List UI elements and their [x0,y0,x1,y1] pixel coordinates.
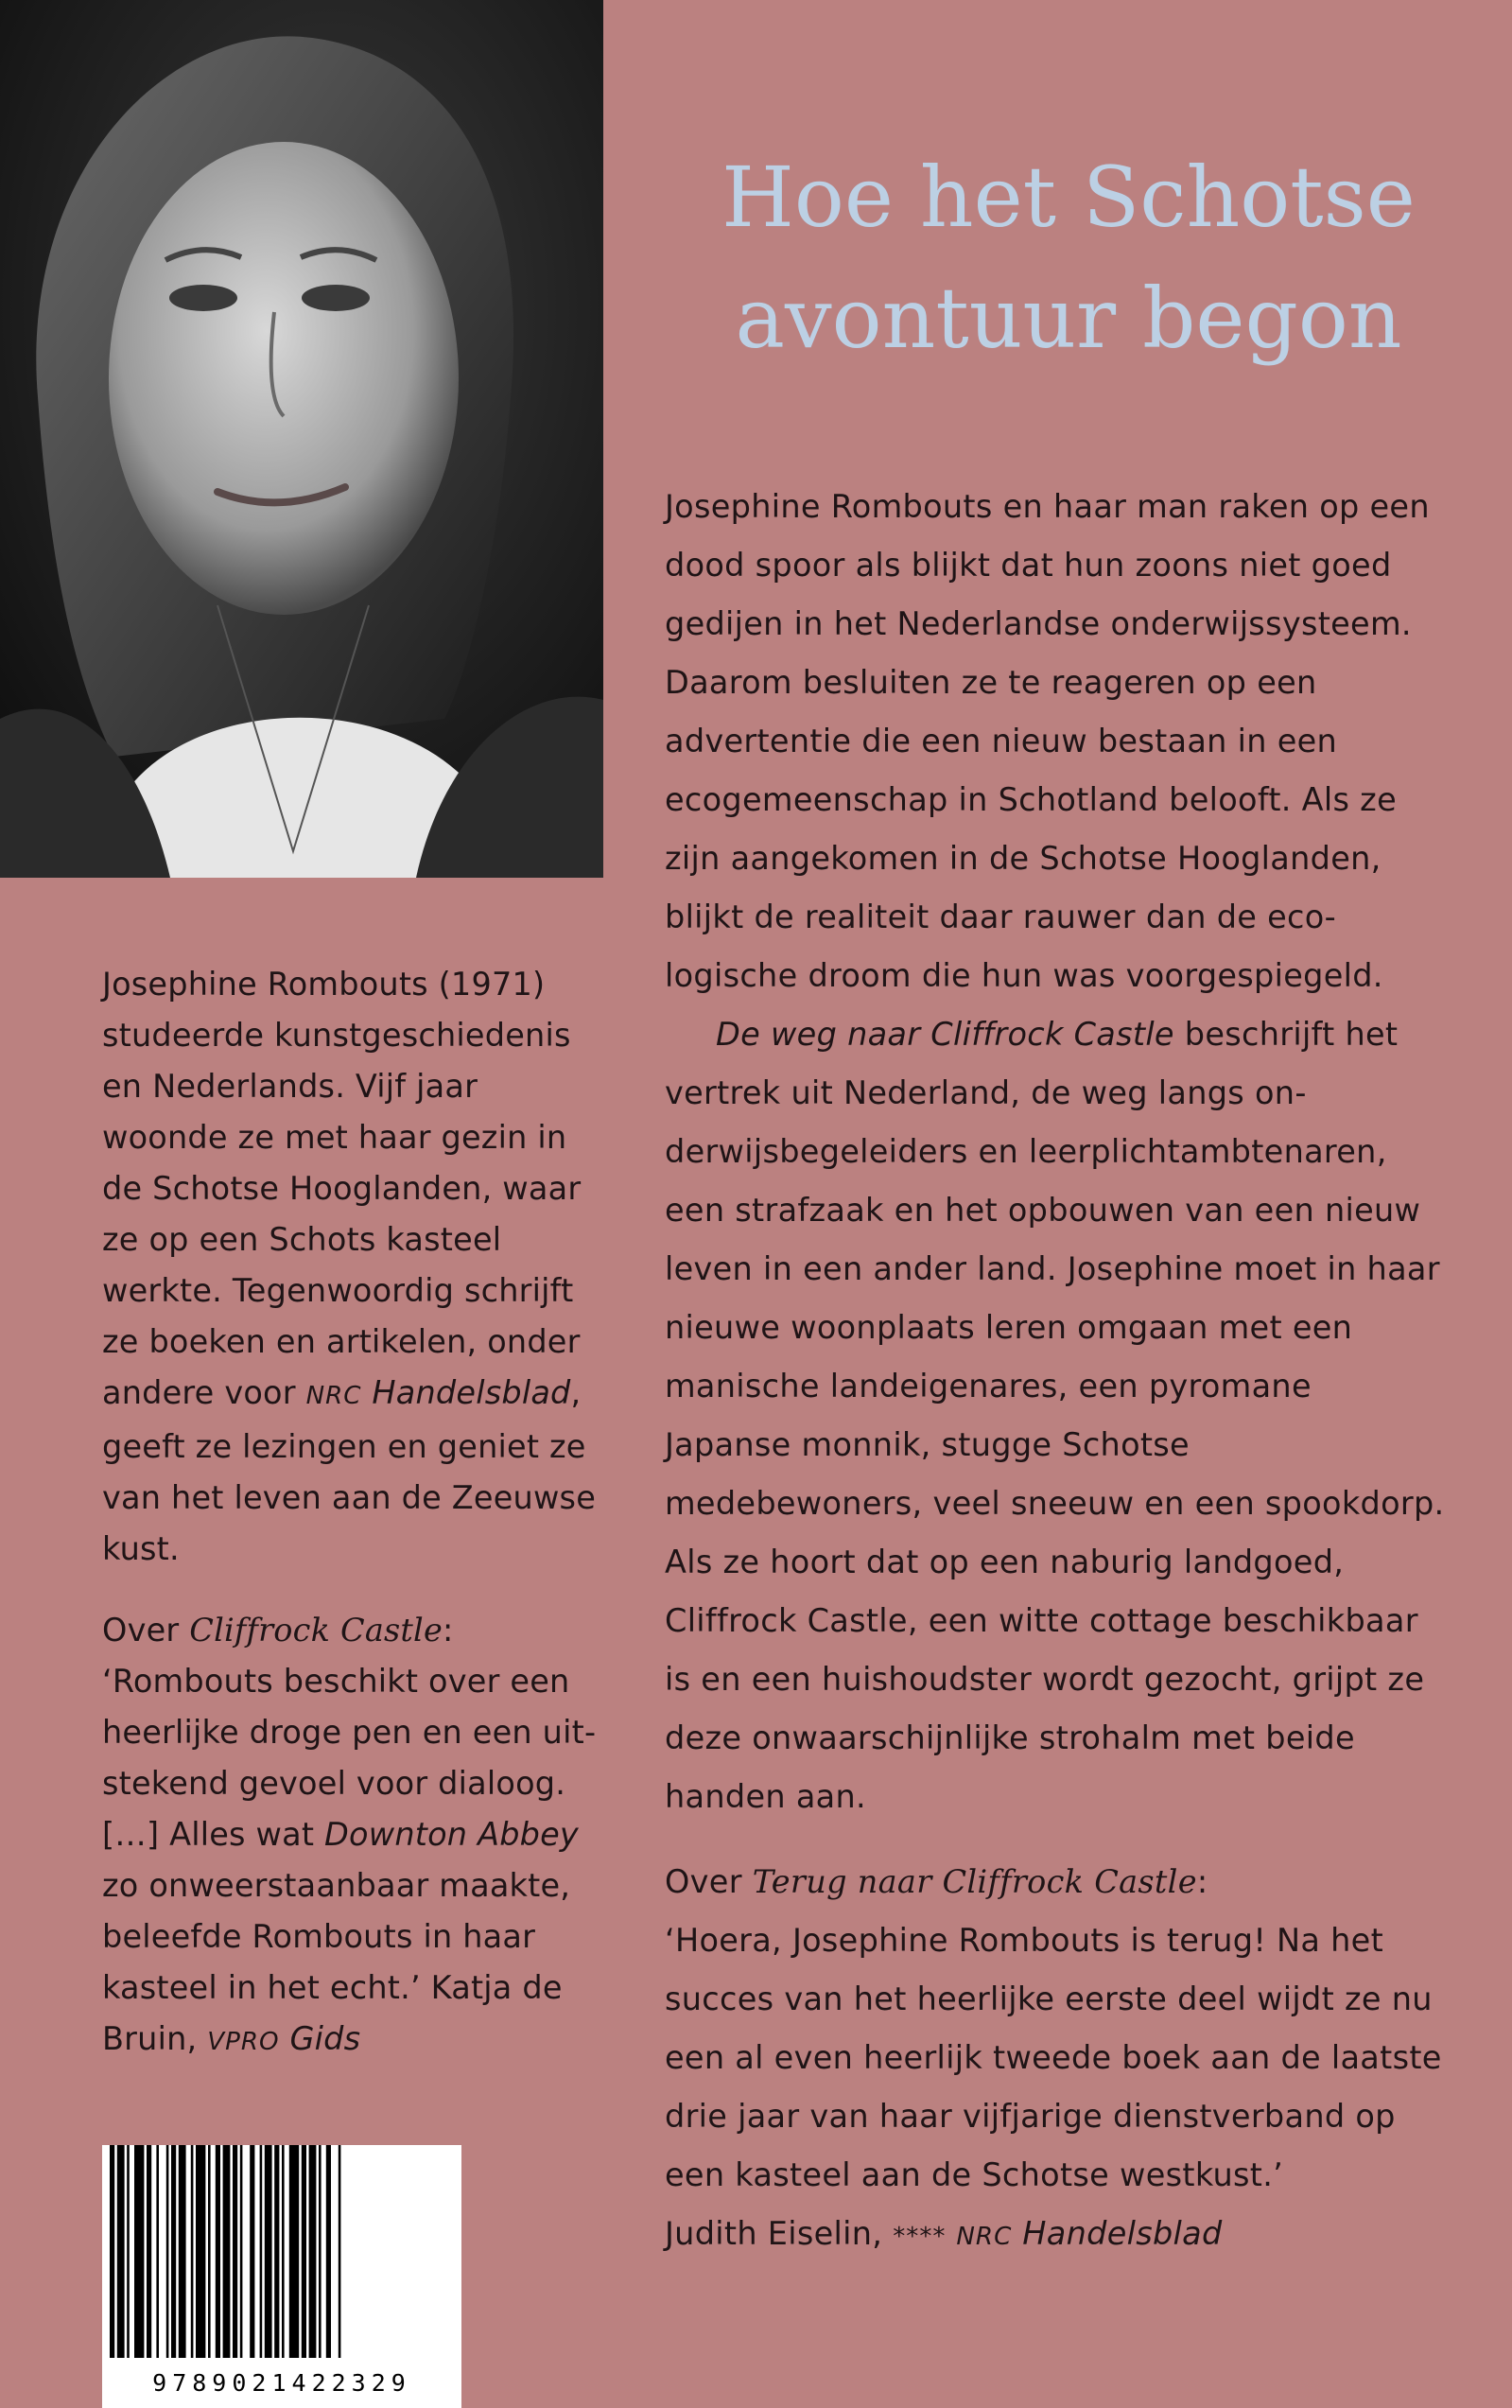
synopsis-column [665,478,1445,2266]
review-cliffrock-quote-after: zo onweerstaanbaar maakte, beleefde Rombouts in haar kasteel in het echt.’ Katja de Bruin, [102,1867,571,2057]
synopsis-book-title: De weg naar Cliffrock Castle [716,1016,1174,1053]
barcode-icon [102,2145,461,2363]
review-terug-stars: **** [893,2223,947,2251]
synopsis-paragraph-2 [665,1005,1445,1826]
bio-nrc-name: Handelsblad [372,1374,571,1411]
review-terug-book: Terug naar Cliffrock Castle [752,1863,1197,1900]
review-terug [665,1853,1445,2266]
review-terug-over: Over [665,1863,753,1900]
title-line-1: Hoe het Schotse [721,148,1416,246]
author-photo [0,0,603,878]
review-cliffrock [102,1605,613,2068]
title-line-2: avontuur begon [735,270,1402,367]
bio-nrc-prefix: NRC [305,1382,362,1410]
bio-text-after: , geeft ze lezingen en geniet ze van het leven aan de Zeeuwse kust. [102,1374,597,1567]
review-cliffrock-quote-before: ‘Rombouts beschikt over een heerlijke droge pen en een uitstekend gevoel voor dialoog. […] Alles wat [102,1663,597,1853]
synopsis-paragraph-1: Josephine Rombouts en haar man raken op een dood spoor als blijkt dat hun zoons niet goed gedijen in het Nederlandse onderwijssysteem. Daarom besluiten ze te reageren op een advertentie die een nieuw bestaan in een ecogemeenschap in Schotland belooft. Als ze zijn aangekomen in de Schotse Hooglanden, blijkt de realiteit daar rauwer dan de ecologische droom die hun was voorgespiegeld. [665,488,1430,994]
author-portrait-icon [0,0,603,878]
book-title [662,137,1475,379]
review-terug-outlet: Handelsblad [1022,2215,1223,2252]
review-cliffrock-outlet: Gids [289,2020,361,2057]
review-terug-colon: : [1196,1863,1208,1900]
review-cliffrock-over: Over [102,1612,190,1649]
isbn-barcode [102,2145,461,2408]
review-terug-outlet-prefix: NRC [956,2223,1013,2251]
review-terug-critic: Judith Eiselin, [665,2215,894,2252]
review-cliffrock-book: Cliffrock Castle [189,1612,443,1649]
review-cliffrock-colon: : [442,1612,454,1649]
review-cliffrock-outlet-prefix: VPRO [207,2028,280,2056]
isbn-number: 9789021422329 [152,2369,411,2397]
review-terug-quote: ‘Hoera, Josephine Rombouts is terug! Na het succes van het heerlijke eerste deel wijdt ze nu een al even heerlijk tweede boek aan de laatste drie jaar van haar vijfjarige dienstverband op een kasteel aan de Schotse westkust.’ [665,1922,1442,2193]
bio-column [102,959,613,2068]
review-cliffrock-show: Downton Abbey [324,1816,579,1853]
synopsis-paragraph-2-text: beschrijft het vertrek uit Nederland, de weg langs onderwijsbegeleiders en leerplichtambtenaren, een strafzaak en het opbouwen van een nieuw leven in een ander land. Josephine moet in haar nieuwe woonplaats leren omgaan met een manische landeigenares, een pyromane Japanse monnik, stugge Schotse medebewoners, veel sneeuw en een spookdorp. Als ze hoort dat op een naburig landgoed, Cliffrock Castle, een witte cottage beschikbaar is en een huishoudster wordt gezocht, grijpt ze deze onwaarschijnlijke strohalm met beide handen aan. [665,1016,1445,1815]
bio-text-before: Josephine Rombouts (1971) studeerde kunstgeschiedenis en Nederlands. Vijf jaar woonde ze met haar gezin in de Schotse Hooglanden, waar ze op een Schots kasteel werkte. Tegenwoordig schrijft ze boeken en artikelen, onder andere voor [102,966,582,1411]
author-bio [102,959,613,1575]
